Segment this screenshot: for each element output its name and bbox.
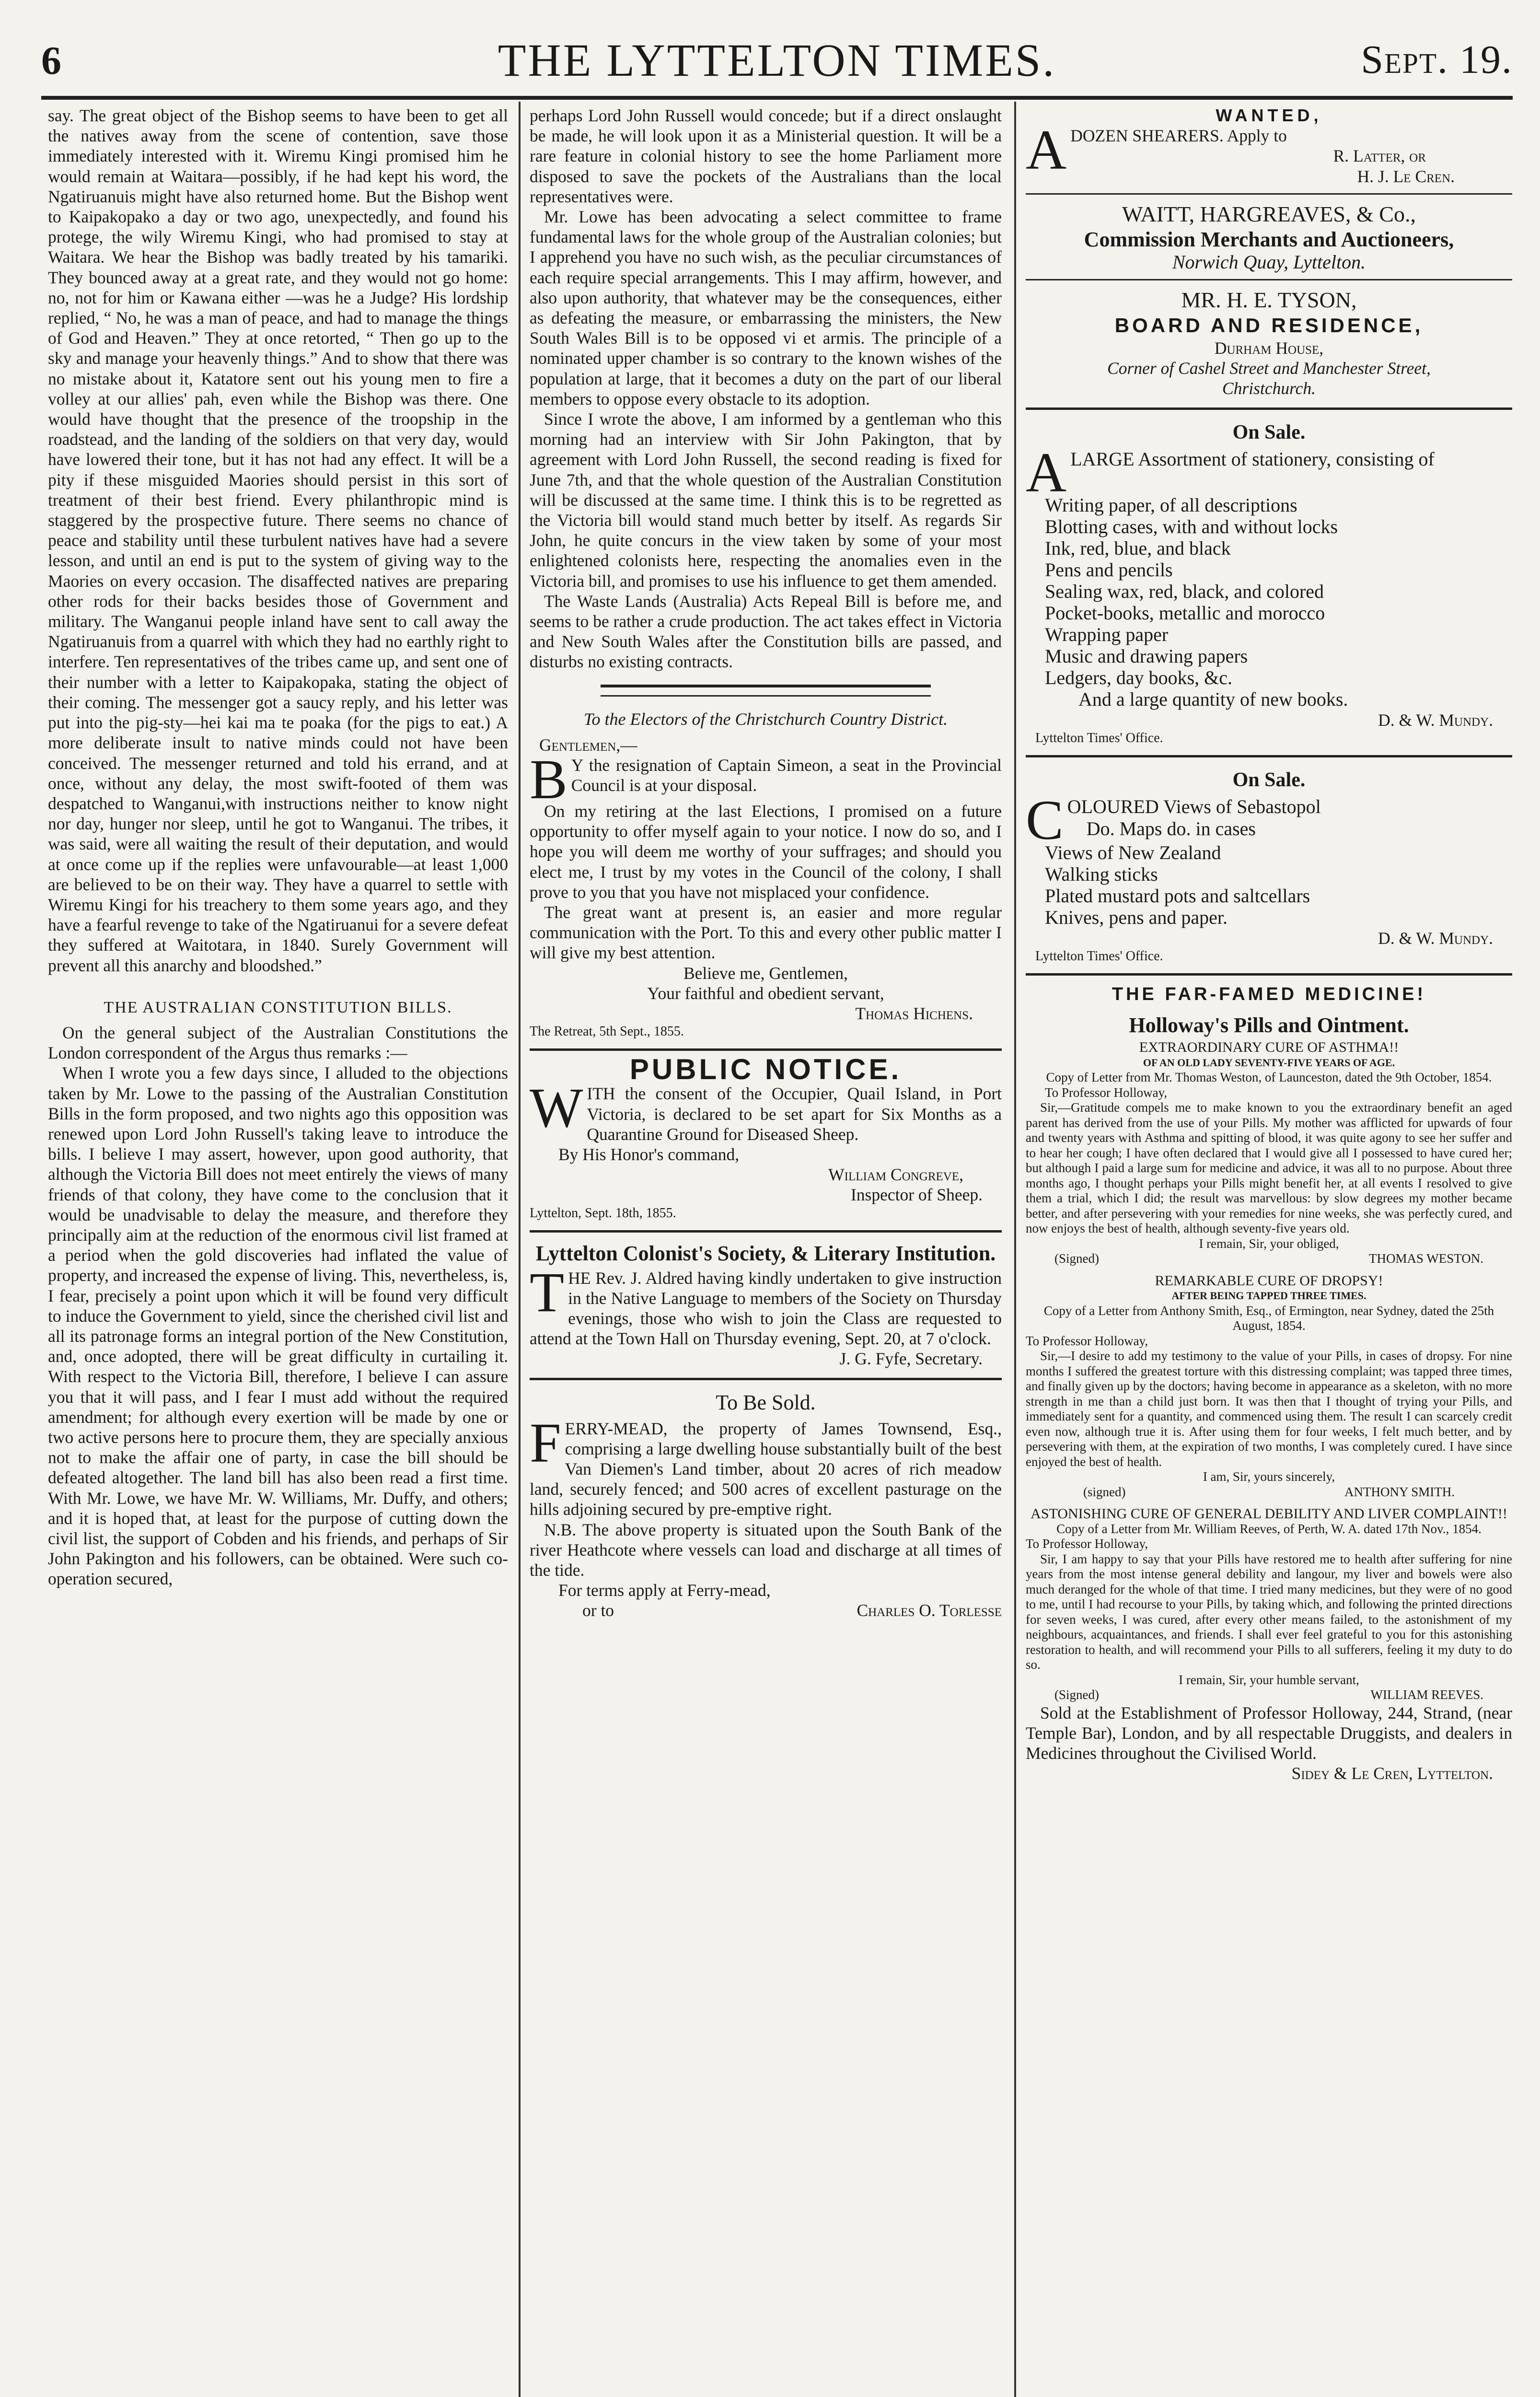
- issue-date: Sept. 19.: [1361, 37, 1513, 82]
- constitution-continued-1: perhaps Lord John Russell would concede; but if a direct onslaught be made, he will look upon it as a Ministerial question. It will be a rare feature in colonial history to see the home Parliament more disposed to save the pockets of the Australians than the local representatives were.: [530, 106, 1002, 206]
- stationery-intro: LARGE Assortment of stationery, consisting of: [1070, 448, 1435, 470]
- public-notice-dropcap: W: [530, 1076, 583, 1140]
- electors-heading: To the Electors of the Christchurch Country District.: [583, 709, 948, 729]
- to-be-sold-terms: For terms apply at Ferry-mead,: [558, 1581, 771, 1600]
- paper-title: THE LYTTELTON TIMES.: [498, 35, 1056, 86]
- bishop-article-text: say. The great object of the Bishop seems to have been to get all the natives away from the scene of contention, save those immediately interested with it. Wiremu Kingi promised him he would remain at Waitara—possibly, if he had kept his word, the Ngatiruanuis might have also returned home. But the Bishop went to Kaipakopako a day or two ago, unexpectedly, and found his protege, the wily Wiremu Kingi, who had promised to stay at Waitara. We hear the Bishop was badly treated by his tamariki. They bounced away at a great rate, and they would not go home: no, not for him or Kawana either —was he a Judge? His lordship replied, “ No, he was a man of peace, and had to manage the things of God and Heaven.” They at once retorted, “ Then go up to the sky and manage your heavenly things.” And to show that there was no mistake about it, Katatore sent out his young men to fire a volley at our allies' pah, even while the Bishop was there. One would have thought that the presence of the troopship in the roadstead, and the landing of the soldiers on that very day, would have lowered their tone, but it has not had any effect. It will be a pity if these misguided Maories should persist in this sort of treatment of their best friend. Every philanthropic mind is staggered by the prospective future. There seems no chance of peace and stability until these turbulent natives have had a severe lesson, and until an end is put to the system of giving way to the Maories on every occasion. The disaffected natives are preparing other rods for their backs besides those of Government and military. The Wanganui people inland have sent to call away the Ngatiruanuis from a quarrel with which they had no earthly right to interfere. Ten representatives of the tribes came up, and sent one of their number with a letter to Kaipakopaka, stating the object of their coming. The messenger got a saucy reply, and his letter was put into the pig-sty—hei kai ma te poaka (for the pigs to eat.) A more deliberate insult to native minds could not have been conceived. The messenger returned and told his errand, and at once, without any delay, the most swift-footed of them was despatched to Wanganui,with instructions neither to know night nor day, hunger nor sleep, until he got to Wanganui. The tribes, it was said, were all waiting the result of their deputation, and would at once come up if the replies were unfavourable—at least 1,000 are believed to be on their way. They have a quarrel to settle with Wiremu Kingi for his treachery to them some years ago, and they have a fearful revenge to take of the Ngatiruanui for a severe defeat they suffered at Waitotara, in 1840. Surely Government will prevent all this anarchy and bloodshed.”: [48, 106, 508, 975]
- public-notice-signer: William Congreve,: [828, 1165, 963, 1185]
- electors-first-para: Y the resignation of Captain Simeon, a seat in the Provincial Council is at your disposal.: [571, 755, 1002, 795]
- stationery-ad: [1026, 419, 1512, 746]
- coloured-views-ad: [1026, 766, 1512, 965]
- cure-3-body: Sir, I am happy to say that your Pills have restored me to health after suffering for nine years from the most intense general debility and langour, my liver and bowels were also much deranged for the whole of that time. I tried many medicines, but they were of no good to me, until I had recourse to your Pills, by taking which, and following the printed directions for seven weeks, I was cured, after every other means failed, to the astonishment of my neighbours, acquaintances, and friends. I shall ever feel grateful to you for this astonishing restoration to health, and will recommend your Pills to all sufferers, feeling it my duty to do so.: [1026, 1551, 1512, 1672]
- holloway-sold-at: Sold at the Establishment of Professor Holloway, 244, Strand, (near Temple Bar), London, and by all respectable Druggists, and dealers in Medicines throughout the Civilised World.: [1026, 1703, 1512, 1763]
- stationery-item: Blotting cases, with and without locks: [1045, 515, 1338, 537]
- electors-para-1: On my retiring at the last Elections, I promised on a future opportunity to offer myself again to your notice. I now do so, and I hope you will deem me worthy of your suffrages; and should you elect me, I trust by my votes in the Council of the colony, I shall prove to you that you have not misplaced your confidence.: [530, 801, 1002, 902]
- section-divider: [601, 685, 931, 697]
- cure-2-signed: (signed): [1083, 1484, 1126, 1499]
- wanted-contact-2: H. J. Le Cren.: [1357, 166, 1455, 186]
- stationery-item: Wrapping paper: [1045, 623, 1169, 645]
- cure-2-copy: Copy of a Letter from Anthony Smith, Esq., of Ermington, near Sydney, dated the 25th August, 1854.: [1043, 1303, 1494, 1333]
- electors-closing-2: Your faithful and obedient servant,: [647, 983, 884, 1003]
- cure-2-body: Sir,—I desire to add my testimony to the value of your Pills, in cases of dropsy. For nine months I suffered the greatest torture with this distressing complaint; was tapped three times, and finally given up by the doctors; having become in appearance as a skeleton, with no more strength in me than a child just born. It was then that I thought of trying your Pills, and immediately sent for a quantity, and commenced using them. The result I can scarcely credit even now, although true it is. After using them for four weeks, I felt much better, and by persevering with them, at the expiration of two months, I was completely cured. I have since enjoyed the best of health.: [1026, 1349, 1512, 1469]
- cure-3-to: To Professor Holloway,: [1026, 1536, 1148, 1551]
- column-rule-1: [519, 102, 521, 2397]
- ad-divider: [1026, 755, 1512, 757]
- tyson-ad: [1026, 287, 1512, 399]
- public-notice-signer-title: Inspector of Sheep.: [850, 1185, 983, 1205]
- cure-1-signed: (Signed): [1054, 1251, 1099, 1266]
- stationery-item: Pocket-books, metallic and morocco: [1045, 602, 1325, 624]
- colonists-signer: J. G. Fyfe, Secretary.: [839, 1349, 983, 1369]
- cure-2-close: I am, Sir, yours sincerely,: [1203, 1469, 1335, 1484]
- column-rule-2: [1014, 102, 1016, 2397]
- holloway-banner: THE FAR-FAMED MEDICINE!: [1112, 984, 1426, 1005]
- coloured-item: Views of New Zealand: [1045, 841, 1221, 863]
- cure-2-to: To Professor Holloway,: [1026, 1333, 1148, 1348]
- column-2: [530, 105, 1002, 2397]
- cure-2-subheading: AFTER BEING TAPPED THREE TIMES.: [1171, 1290, 1366, 1302]
- column-3: [1026, 105, 1512, 2397]
- coloured-item: Walking sticks: [1045, 863, 1158, 885]
- cure-3-close: I remain, Sir, your humble servant,: [1179, 1672, 1359, 1687]
- electors-closing-1: Believe me, Gentlemen,: [683, 963, 848, 983]
- stationery-signer: D. & W. Mundy.: [1378, 710, 1493, 730]
- stationery-tail: And a large quantity of new books.: [1078, 688, 1348, 710]
- masthead: [41, 29, 1513, 91]
- constitution-continued-2: Mr. Lowe has been advocating a select committee to frame fundamental laws for the whole group of the Australian colonies; but I apprehend you have no such wish, as the peculiar circumstances of each require special arrangements. This I may affirm, however, and also upon authority, that whatever may be the consequences, either as defeating the measure, or embarrassing the ministers, the New South Wales Bill is to be opposed vi et armis. The principle of a nominated upper chamber is so contrary to the known wishes of the population at large, that it becomes a duty on the part of our liberal members to oppose every obstacle to its adoption.: [530, 207, 1002, 408]
- cure-3-signed: (Signed): [1054, 1687, 1099, 1702]
- waitt-address: Norwich Quay, Lyttelton.: [1172, 251, 1366, 273]
- to-be-sold-or: or to: [582, 1601, 614, 1620]
- cure-1-heading: EXTRAORDINARY CURE OF ASTHMA!!: [1139, 1039, 1399, 1056]
- constitution-intro: On the general subject of the Australian Constitutions the London correspondent of the Argus thus remarks :—: [48, 1023, 508, 1063]
- section-divider: [530, 1378, 1002, 1380]
- constitution-continued-4: The Waste Lands (Australia) Acts Repeal Bill is before me, and seems to be rather a crude production. The act takes effect in Victoria and New South Wales after the Constitution bills are passed, and disturbs no existing contracts.: [530, 591, 1002, 672]
- waitt-line: Commission Merchants and Auctioneers,: [1084, 227, 1454, 251]
- coloured-item: Plated mustard pots and saltcellars: [1045, 884, 1310, 907]
- cure-2-heading: REMARKABLE CURE OF DROPSY!: [1155, 1272, 1383, 1289]
- wanted-heading: WANTED,: [1216, 105, 1322, 125]
- wanted-dropcap: A: [1026, 118, 1067, 182]
- to-be-sold-dropcap: F: [530, 1411, 561, 1474]
- public-notice-heading: PUBLIC NOTICE.: [629, 1053, 902, 1086]
- stationery-item: Ink, red, blue, and black: [1045, 537, 1231, 559]
- to-be-sold-notice: [530, 1389, 1002, 1621]
- holloway-title: Holloway's Pills and Ointment.: [1129, 1013, 1409, 1037]
- section-divider: [530, 1230, 1002, 1233]
- ad-divider: [1026, 973, 1512, 976]
- electors-para-2: The great want at present is, an easier and more regular communication with the Port. To this and every other public matter I will give my best attention.: [530, 902, 1002, 963]
- to-be-sold-nb: N.B. The above property is situated upon the South Bank of the river Heathcote where vessels can load and discharge at all times of the tide.: [530, 1520, 1002, 1580]
- cure-1-body: Sir,—Gratitude compels me to make known to you the extraordinary benefit an aged parent has derived from the use of your Pills. My mother was afflicted for upwards of four and twenty years with Asthma and spitting of blood, it was quite agony to see her suffer and to hear her cough; I have often declared that I would give all I possessed to have cured her; but although I paid a large sum for medicine and advice, it was all to no purpose. About three months ago, I thought perhaps your Pills might benefit her, at all events I resolved to give them a trial, which I did; the result was marvellous: by slow degrees my mother became better, and after persevering with your remedies for nine weeks, she was perfectly cured, and now enjoys the best of health, although seventy-five years old.: [1026, 1100, 1512, 1236]
- section-divider: [530, 1048, 1002, 1051]
- to-be-sold-heading: To Be Sold.: [716, 1390, 816, 1414]
- public-notice-command: By His Honor's command,: [558, 1144, 740, 1164]
- cure-3-copy: Copy of a Letter from Mr. William Reeves, of Perth, W. A. dated 17th Nov., 1854.: [1056, 1521, 1482, 1536]
- coloured-line-1: OLOURED Views of Sebastopol: [1067, 795, 1321, 817]
- cure-2-name: ANTHONY SMITH.: [1344, 1484, 1455, 1499]
- electors-salutation: Gentlemen,—: [539, 735, 637, 755]
- colonists-society-notice: [530, 1241, 1002, 1369]
- public-notice: [530, 1053, 1002, 1221]
- coloured-office: Lyttelton Times' Office.: [1035, 949, 1163, 964]
- tyson-address-2: Christchurch.: [1222, 379, 1316, 398]
- masthead-rule: [41, 96, 1513, 100]
- electors-signature: Thomas Hichens.: [855, 1003, 973, 1023]
- waitt-name: WAITT, HARGREAVES, & Co.,: [1122, 201, 1416, 226]
- colonists-heading: Lyttelton Colonist's Society, & Literary Institution.: [535, 1241, 996, 1265]
- coloured-dropcap: C: [1026, 788, 1064, 851]
- stationery-dropcap: A: [1026, 441, 1067, 504]
- cure-1-close: I remain, Sir, your obliged,: [1199, 1236, 1339, 1251]
- page-number: 6: [41, 38, 61, 83]
- wanted-contact-1: R. Latter, or: [1333, 146, 1426, 166]
- ad-divider: [1026, 193, 1512, 195]
- tyson-house: Durham House,: [1214, 338, 1324, 358]
- electors-dateline: The Retreat, 5th Sept., 1855.: [530, 1024, 684, 1039]
- public-notice-body: ITH the consent of the Occupier, Quail Island, in Port Victoria, is declared to be set apart for Six Months as a Quarantine Ground for Diseased Sheep.: [587, 1084, 1002, 1144]
- coloured-line-2: Do. Maps do. in cases: [1086, 817, 1256, 839]
- ad-divider: [1026, 407, 1512, 410]
- to-be-sold-body: ERRY-MEAD, the property of James Townsend, Esq., comprising a large dwelling house substantially built of the best Van Diemen's Land timber, about 20 acres of rich meadow land, securely fenced; and 500 acres of excellent pasturage on the hills adjoining secured by pre-emptive right.: [530, 1419, 1002, 1519]
- stationery-item: Pens and pencils: [1045, 559, 1173, 581]
- colonists-body: HE Rev. J. Aldred having kindly undertaken to give instruction in the Native Language to members of the Society on Thursday evenings, those who wish to join the Class are requested to attend at the Town Hall on Thursday evening, Sept. 20, at 7 o'clock.: [530, 1268, 1002, 1349]
- holloway-agents: Sidey & Le Cren, Lyttelton.: [1291, 1764, 1493, 1783]
- electors-dropcap: B: [530, 747, 567, 811]
- cure-1-name: THOMAS WESTON.: [1368, 1251, 1483, 1266]
- holloway-ad: [1026, 984, 1512, 1784]
- stationery-office: Lyttelton Times' Office.: [1035, 730, 1163, 745]
- coloured-signer: D. & W. Mundy.: [1378, 928, 1493, 948]
- stationery-item: Ledgers, day books, &c.: [1045, 666, 1233, 688]
- coloured-item: Knives, pens and paper.: [1045, 906, 1228, 928]
- constitution-body: When I wrote you a few days since, I alluded to the objections taken by Mr. Lowe to the passing of the Australian Constitution Bills in the form proposed, and two nights ago this opposition was renewed upon Lord John Russell's taking leave to introduce the bills. I believe I may assert, however, upon good authority, that although the Victoria Bill does not meet entirely the views of many friends of that colony, they have come to the conclusion that it would be unadvisable to delay the measure, and therefore they principally aim at the reduction of the enormous civil list framed at a period when the gold discoveries had inflated the value of property, and increased the expense of living. This, nevertheless, is, I fear, precisely a point upon which it will be found very difficult to induce the Government to yield, since the cherished civil list and all its patronage forms an integral portion of the New Constitution, and, once adopted, there will be great difficulty in curtailing it. With respect to the Victoria Bill, therefore, I believe I can assure you that it will pass, and I fear I must add without the required amendment; for although every exertion will be made by one or two active persons here to procure them, they are specially anxious not to make the affair one of party, in case the bill should be defeated altogether. The land bill has also been read a first time. With Mr. Lowe, we have Mr. W. Williams, Mr. Duffy, and others; and it is hoped that, at least for the purpose of cutting down the civil list, the support of Cobden and his friends, and perhaps of Sir John Pakington and his followers, can be obtained. Were such co-operation secured,: [48, 1063, 508, 1589]
- cure-1-to: To Professor Holloway,: [1045, 1085, 1168, 1100]
- tyson-name: MR. H. E. TYSON,: [1181, 288, 1357, 313]
- public-notice-dateline: Lyttelton, Sept. 18th, 1855.: [530, 1205, 676, 1221]
- constitution-continued-3: Since I wrote the above, I am informed by a gentleman who this morning had an interview with Sir John Pakington, that by agreement with Lord John Russell, the second reading is fixed for June 7th, and that the whole question of the Australian Constitution will be discussed at the same time. I think this is to be regretted as the Victoria bill would stand much better by itself. As regards Sir John, he quite concurs in the view taken by some of your most enlightened colonists here, respecting the anomalies even in the Victoria bill, and promises to use his influence to get them amended.: [530, 409, 1002, 591]
- stationery-item: Writing paper, of all descriptions: [1045, 494, 1297, 516]
- constitution-heading: THE AUSTRALIAN CONSTITUTION BILLS.: [104, 998, 452, 1016]
- to-be-sold-signer: Charles O. Torlesse: [857, 1601, 1002, 1620]
- cure-1-copy: Copy of Letter from Mr. Thomas Weston, of Launceston, dated the 9th October, 1854.: [1046, 1070, 1492, 1085]
- cure-1-subheading: OF AN OLD LADY SEVENTY-FIVE YEARS OF AGE.: [1143, 1056, 1395, 1069]
- tyson-line: BOARD AND RESIDENCE,: [1114, 314, 1424, 337]
- wanted-ad: [1026, 105, 1512, 186]
- on-sale-heading: On Sale.: [1232, 421, 1306, 443]
- ad-divider: [1026, 279, 1512, 280]
- stationery-item: Sealing wax, red, black, and colored: [1045, 580, 1324, 602]
- cure-3-heading: ASTONISHING CURE OF GENERAL DEBILITY AND LIVER COMPLAINT!!: [1031, 1506, 1507, 1522]
- waitt-hargreaves-ad: [1026, 201, 1512, 272]
- column-1: [48, 105, 508, 2397]
- wanted-text: DOZEN SHEARERS. Apply to: [1070, 126, 1287, 146]
- electors-notice: [530, 709, 1002, 1040]
- cure-3-name: WILLIAM REEVES.: [1370, 1687, 1483, 1702]
- colonists-dropcap: T: [530, 1260, 565, 1324]
- stationery-item: Music and drawing papers: [1045, 645, 1248, 667]
- on-sale-heading: On Sale.: [1232, 768, 1306, 791]
- tyson-address-1: Corner of Cashel Street and Manchester Street,: [1107, 359, 1431, 378]
